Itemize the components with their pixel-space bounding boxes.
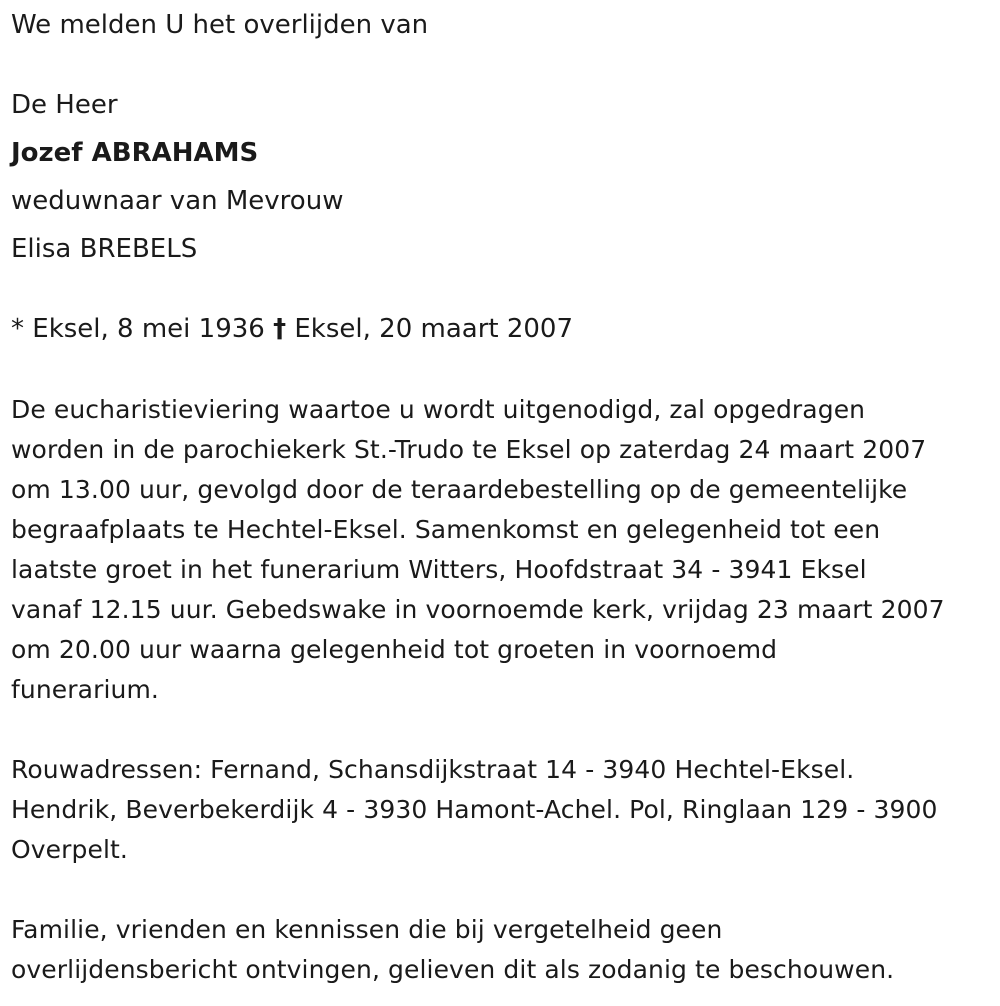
cross-icon: † (273, 314, 287, 344)
address-line: Overpelt. (11, 835, 128, 864)
ceremony-line: vanaf 12.15 uur. Gebedswake in voornoemde kerk, vrijdag 23 maart 2007 (11, 595, 945, 624)
deceased-name: Jozef ABRAHAMS (11, 138, 259, 168)
address-line: Rouwadressen: Fernand, Schansdijkstraat 14 - 3940 Hechtel-Eksel. (11, 755, 855, 784)
honorific: De Heer (11, 90, 118, 120)
ceremony-line: om 13.00 uur, gevolgd door de teraardebestelling op de gemeentelijke (11, 475, 908, 504)
address-line: Hendrik, Beverbekerdijk 4 - 3930 Hamont-Achel. Pol, Ringlaan 129 - 3900 (11, 795, 938, 824)
intro-text: We melden U het overlijden van (11, 10, 429, 40)
birth-date: * Eksel, 8 mei 1936 (11, 314, 265, 344)
closing-line: overlijdensbericht ontvingen, gelieven dit als zodanig te beschouwen. (11, 955, 895, 984)
relation-text: weduwnaar van Mevrouw (11, 186, 344, 216)
ceremony-line: laatste groet in het funerarium Witters, Hoofdstraat 34 - 3941 Eksel (11, 555, 867, 584)
spouse-name: Elisa BREBELS (11, 234, 198, 264)
death-date: Eksel, 20 maart 2007 (294, 314, 574, 344)
ceremony-line: funerarium. (11, 675, 159, 704)
closing-line: Familie, vrienden en kennissen die bij vergetelheid geen (11, 915, 723, 944)
ceremony-line: om 20.00 uur waarna gelegenheid tot groeten in voornoemd (11, 635, 778, 664)
ceremony-line: worden in de parochiekerk St.-Trudo te Eksel op zaterdag 24 maart 2007 (11, 435, 927, 464)
ceremony-line: De eucharistieviering waartoe u wordt uitgenodigd, zal opgedragen (11, 395, 866, 424)
ceremony-line: begraafplaats te Hechtel-Eksel. Samenkomst en gelegenheid tot een (11, 515, 881, 544)
life-dates (11, 312, 573, 346)
